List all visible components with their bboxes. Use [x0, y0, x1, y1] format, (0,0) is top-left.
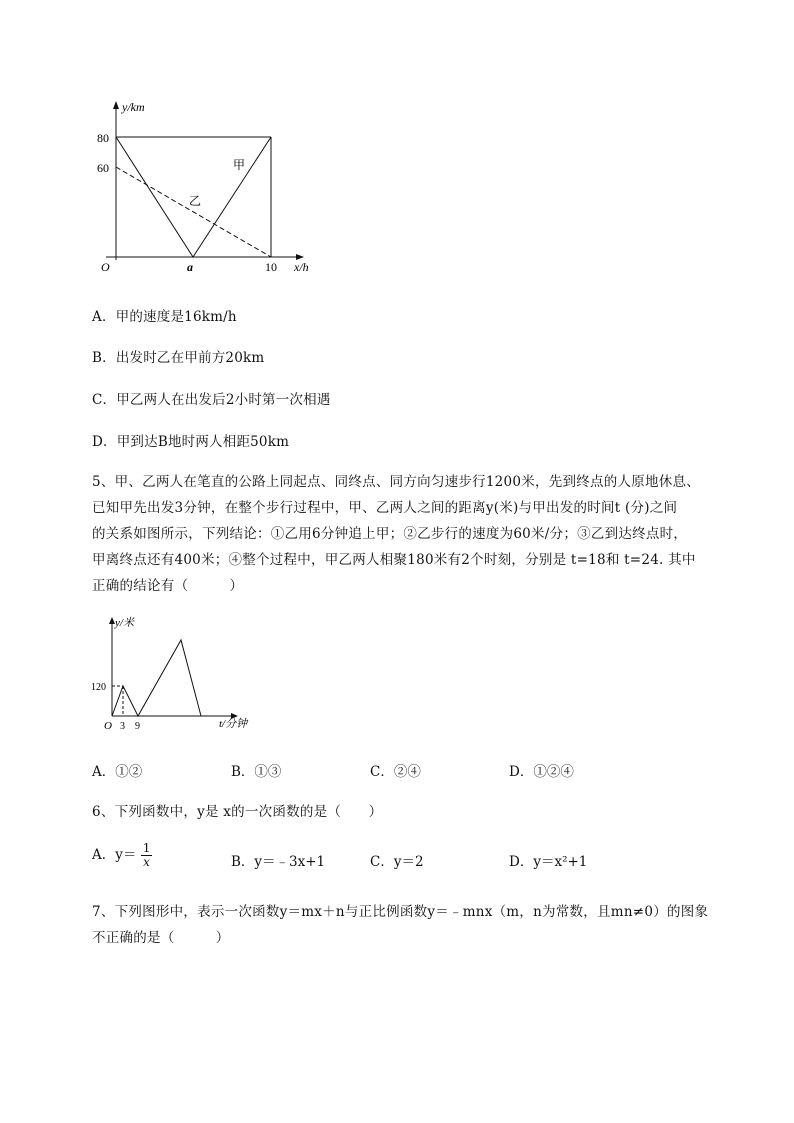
- q6-option-c: C．y＝2: [370, 854, 424, 870]
- x-tick-3: 3: [120, 721, 125, 732]
- q6-option-b: B．y＝﹣3x+1: [231, 854, 326, 870]
- distance-line: [112, 640, 201, 716]
- q4-option-b: B．出发时乙在甲前方20km: [92, 350, 265, 366]
- q5-line-3: 的关系如图所示，下列结论：①乙用6分钟追上甲；②乙步行的速度为60米/分；③乙到达终点时，: [92, 526, 688, 542]
- fraction: [141, 842, 153, 869]
- y-axis-label: y/km: [122, 100, 145, 114]
- q5-option-a: A．①②: [92, 764, 143, 780]
- x-tick-a: a: [187, 260, 193, 274]
- figure-distance-time-1: [90, 95, 330, 280]
- q4-option-c: C．甲乙两人在出发后2小时第一次相遇: [92, 392, 331, 408]
- q4-option-d: D．甲到达B地时两人相距50km: [92, 434, 290, 450]
- q5-line-1: 5、甲、乙两人在笔直的公路上同起点、同终点、同方向匀速步行1200米，先到终点的人原地休息、: [92, 474, 700, 490]
- x-axis-label: x/h: [294, 260, 309, 274]
- q4-option-a: A．甲的速度是16km/h: [92, 309, 237, 325]
- y-axis-arrow: [113, 101, 119, 109]
- figure-distance-time-2: [90, 610, 260, 735]
- q6-option-a-prefix: A．y＝: [92, 847, 137, 863]
- origin-label: O: [101, 260, 110, 274]
- q5-option-c: C．②④: [370, 764, 421, 780]
- y-tick-60: 60: [97, 161, 109, 175]
- label-yi: 乙: [189, 194, 202, 208]
- q6-stem: 6、下列函数中，y是 x的一次函数的是（ ）: [92, 804, 383, 820]
- q7-line-2: 不正确的是（ ）: [92, 930, 230, 946]
- q5-line-5: 正确的结论有（ ）: [92, 578, 244, 594]
- q5-option-d: D．①②④: [509, 764, 574, 780]
- q5-option-b: B．①③: [231, 764, 282, 780]
- x-axis-label: t/分钟: [219, 718, 248, 730]
- label-jia: 甲: [233, 158, 246, 172]
- x-tick-9: 9: [135, 721, 140, 732]
- fraction-numerator: 1: [142, 841, 151, 855]
- line-yi: [116, 167, 271, 257]
- fraction-denominator: x: [143, 855, 150, 869]
- q6-option-d: D．y＝x²+1: [509, 854, 588, 870]
- x-tick-10: 10: [265, 260, 277, 274]
- y-tick-120: 120: [91, 682, 106, 693]
- y-axis-label: y/米: [115, 617, 134, 629]
- q6-option-a: [92, 842, 152, 869]
- origin-label: O: [104, 720, 112, 732]
- y-tick-80: 80: [97, 131, 109, 145]
- q5-line-2: 已知甲先出发3分钟，在整个步行过程中，甲、乙两人之间的距离y(米)与甲出发的时间t (分)之间: [92, 500, 678, 516]
- q5-line-4: 甲离终点还有400米；④整个过程中，甲乙两人相聚180米有2个时刻，分别是 t=18和 t=24. 其中: [92, 552, 696, 568]
- q7-line-1: 7、下列图形中，表示一次函数y＝mx＋n与正比例函数y＝﹣mnx（m，n为常数，且mn≠0）的图象: [92, 904, 709, 920]
